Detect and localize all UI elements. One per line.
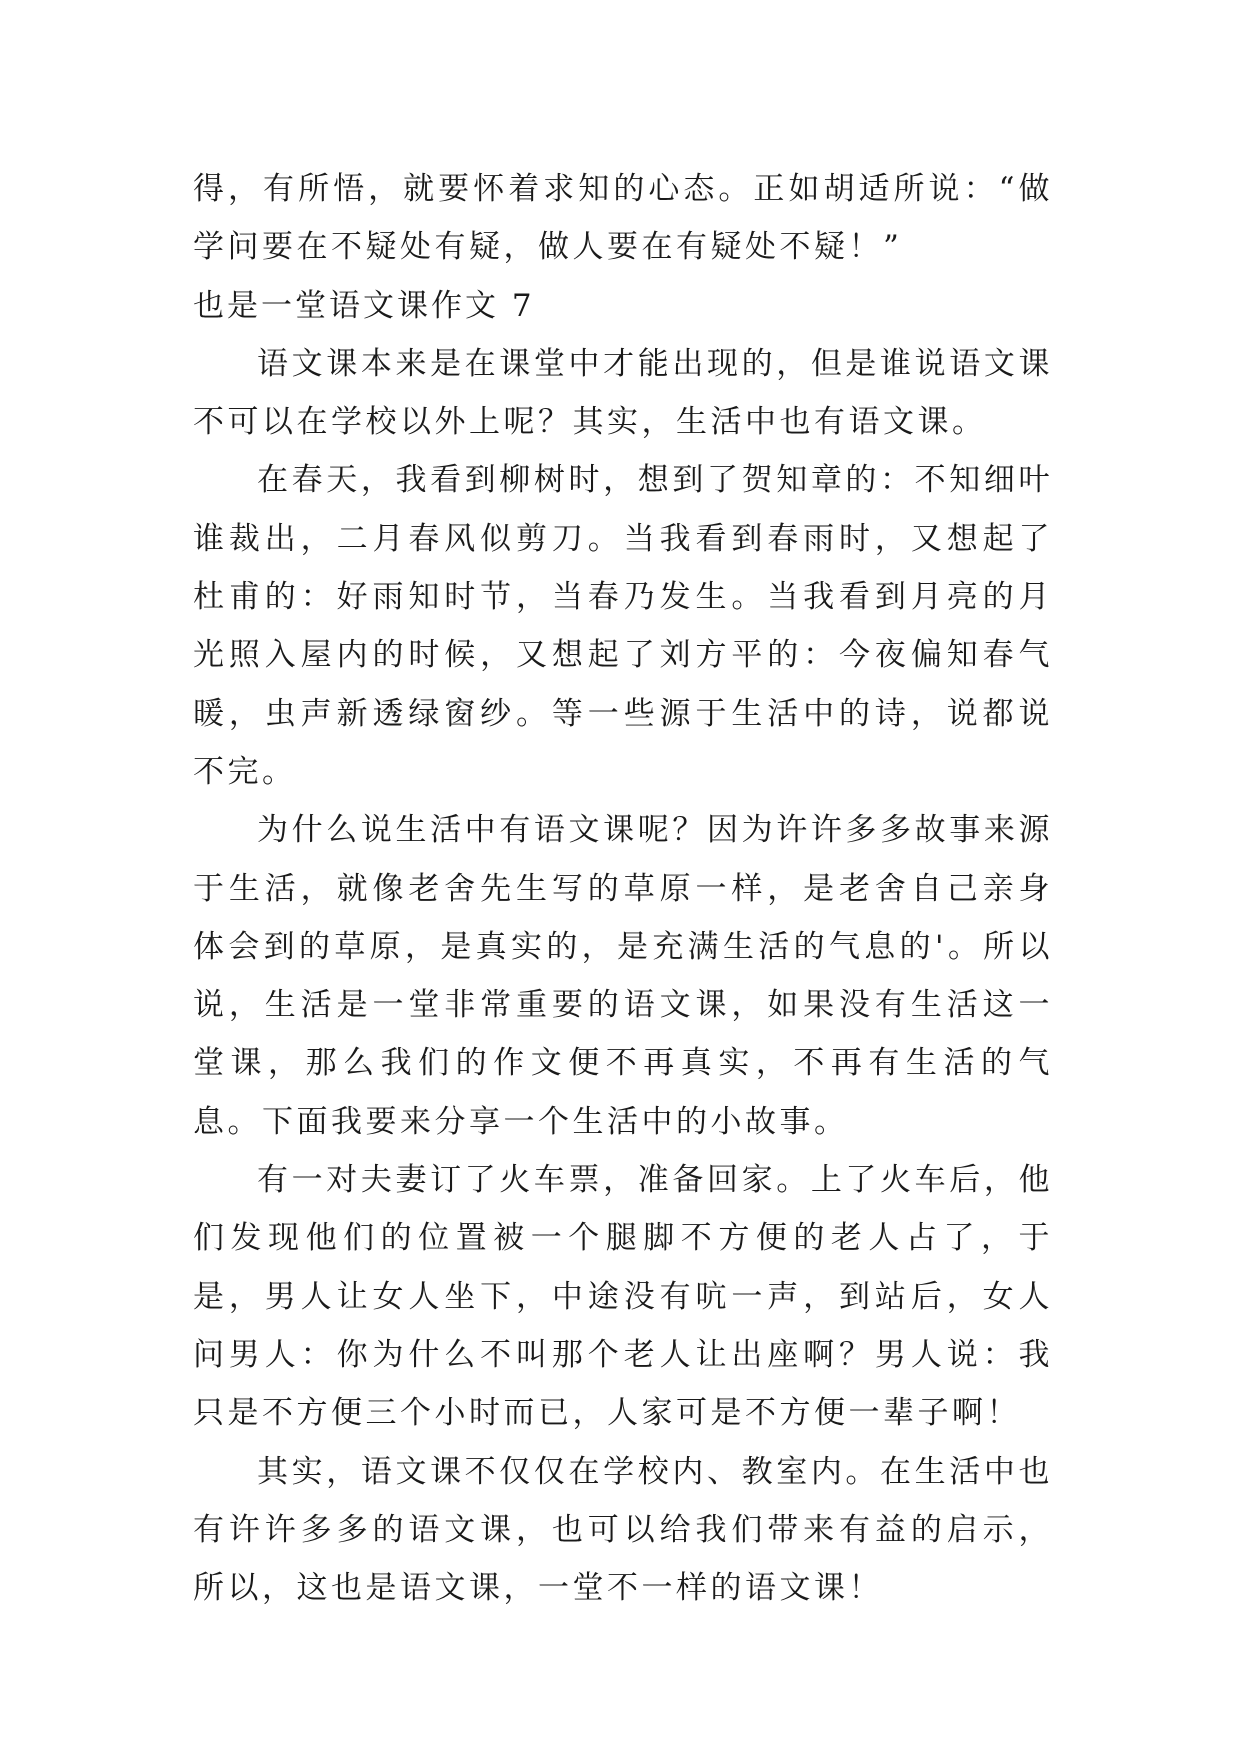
paragraph: 有一对夫妻订了火车票，准备回家。上了火车后，他们发现他们的位置被一个腿脚不方便的老人占了，于是，男人让女人坐下，中途没有吭一声，到站后，女人问男人：你为什么不叫那个老人让出座啊？男人说：我只是不方便三个小时而已，人家可是不方便一辈子啊！ — [193, 1162, 1053, 1432]
paragraph: 在春天，我看到柳树时，想到了贺知章的：不知细叶谁裁出，二月春风似剪刀。当我看到春雨时，又想起了杜甫的：好雨知时节，当春乃发生。当我看到月亮的月光照入屋内的时候，又想起了刘方平的：今夜偏知春气暖，虫声新透绿窗纱。等一些源于生活中的诗，说都说不完。 — [193, 462, 1053, 790]
essay-heading: 也是一堂语文课作文 7 — [193, 287, 535, 324]
paragraph-continuation: 得，有所悟，就要怀着求知的心态。正如胡适所说：“做学问要在不疑处有疑，做人要在有疑处不疑！” — [193, 171, 1053, 266]
paragraph: 语文课本来是在课堂中才能出现的，但是谁说语文课不可以在学校以外上呢？其实，生活中也有语文课。 — [193, 345, 1053, 441]
document-body — [193, 160, 1053, 1617]
paragraph: 其实，语文课不仅仅在学校内、教室内。在生活中也有许许多多的语文课，也可以给我们带来有益的启示，所以，这也是语文课，一堂不一样的语文课！ — [193, 1453, 1053, 1607]
paragraph: 为什么说生活中有语文课呢？因为许许多多故事来源于生活，就像老舍先生写的草原一样，是老舍自己亲身体会到的草原，是真实的，是充满生活的气息的'。所以说，生活是一堂非常重要的语文课，如果没有生活这一堂课，那么我们的作文便不再真实，不再有生活的气息。下面我要来分享一个生活中的小故事。 — [193, 812, 1053, 1140]
